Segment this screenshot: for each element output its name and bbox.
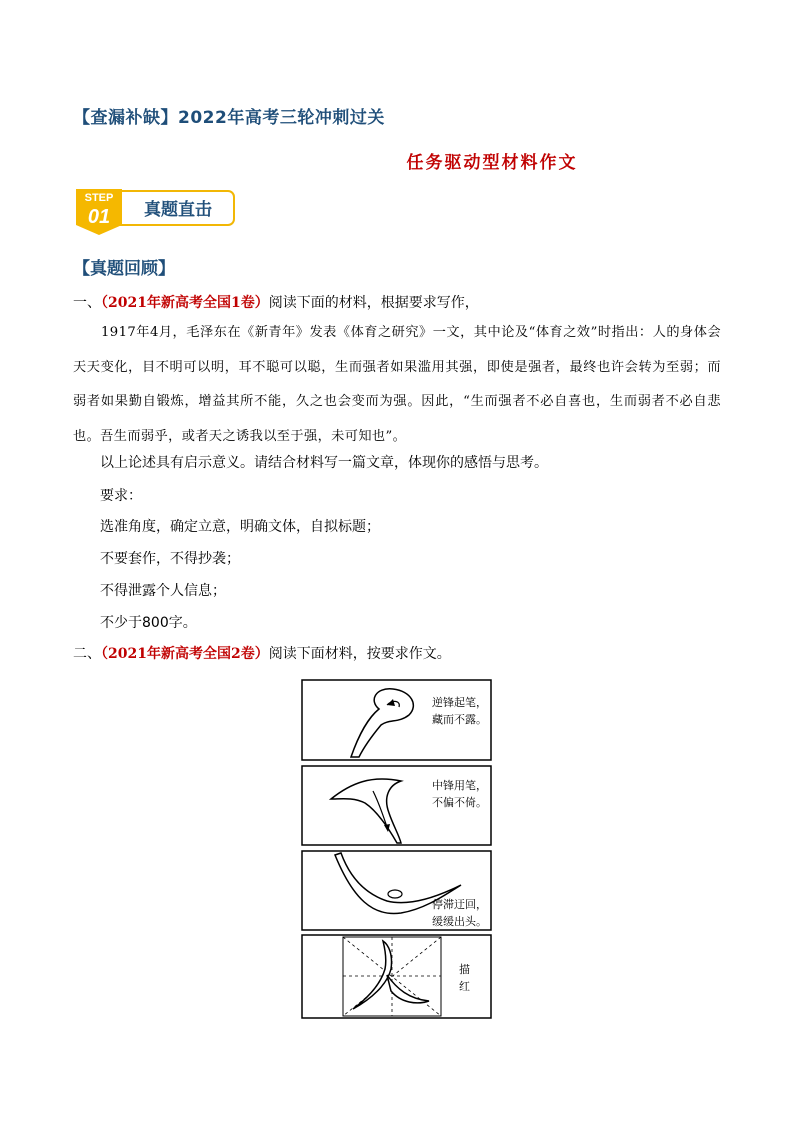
calligraphy-figure xyxy=(301,679,492,1019)
document-subtitle: 任务驱动型材料作文 xyxy=(406,153,578,173)
requirement-item: 不得泄露个人信息； xyxy=(100,583,226,599)
question-1-passage: 1917年4月，毛泽东在《新青年》发表《体育之研究》一文，其中论及“体育之效”时指出：人的身体会天天变化，目不明可以明，耳不聪可以聪，生而强者如果滥用其强，即使是强者，最终也许会转为至弱；而弱者如果勤自锻炼，增益其所不能，久之也会变而为强。因此，“生而强者不必自喜也，生而弱者不必自悲也。吾生而弱乎，或者天之诱我以至于强，未可知也”。 xyxy=(73,325,721,444)
panel-caption: 停滞迂回， xyxy=(432,898,487,911)
panel-caption: 描 xyxy=(459,963,470,976)
question-1-source: （2021年新高考全国1卷） xyxy=(101,295,269,311)
question-1-text: 阅读下面的材料，根据要求写作， xyxy=(268,295,479,311)
panel-caption: 红 xyxy=(459,980,470,993)
panel-caption: 不偏不倚。 xyxy=(432,796,487,809)
step-number: 01 xyxy=(87,206,111,228)
question-2-prefix: 二、 xyxy=(73,646,101,662)
figure-panel-2 xyxy=(302,766,491,845)
document-header: 【查漏补缺】2022年高考三轮冲刺过关 xyxy=(73,108,385,128)
question-1-line xyxy=(73,292,479,312)
step-word: STEP xyxy=(84,192,114,204)
figure-panel-4 xyxy=(302,935,491,1018)
step-label: 真题直击 xyxy=(144,200,212,220)
question-2-line xyxy=(73,643,451,663)
question-1-prompt: 以上论述具有启示意义。请结合材料写一篇文章，体现你的感悟与思考。 xyxy=(100,455,548,471)
panel-caption: 藏而不露。 xyxy=(432,713,487,726)
requirements-label: 要求： xyxy=(100,488,142,504)
panel-caption: 中锋用笔， xyxy=(432,779,487,792)
panel-caption: 缓缓出头。 xyxy=(432,915,487,928)
question-2-source: （2021年新高考全国2卷） xyxy=(101,646,269,662)
figure-panel-3 xyxy=(302,851,491,930)
question-2-text: 阅读下面材料，按要求作文。 xyxy=(268,646,451,662)
requirement-item: 不要套作，不得抄袭； xyxy=(100,551,240,567)
step-badge xyxy=(72,185,237,237)
panel-caption: 逆锋起笔， xyxy=(432,696,487,709)
figure-panel-1 xyxy=(302,680,491,760)
requirement-item: 选准角度，确定立意，明确文体，自拟标题； xyxy=(100,519,380,535)
question-1-prefix: 一、 xyxy=(73,295,101,311)
requirement-item: 不少于800字。 xyxy=(100,615,197,631)
section-title: 【真题回顾】 xyxy=(73,259,175,279)
